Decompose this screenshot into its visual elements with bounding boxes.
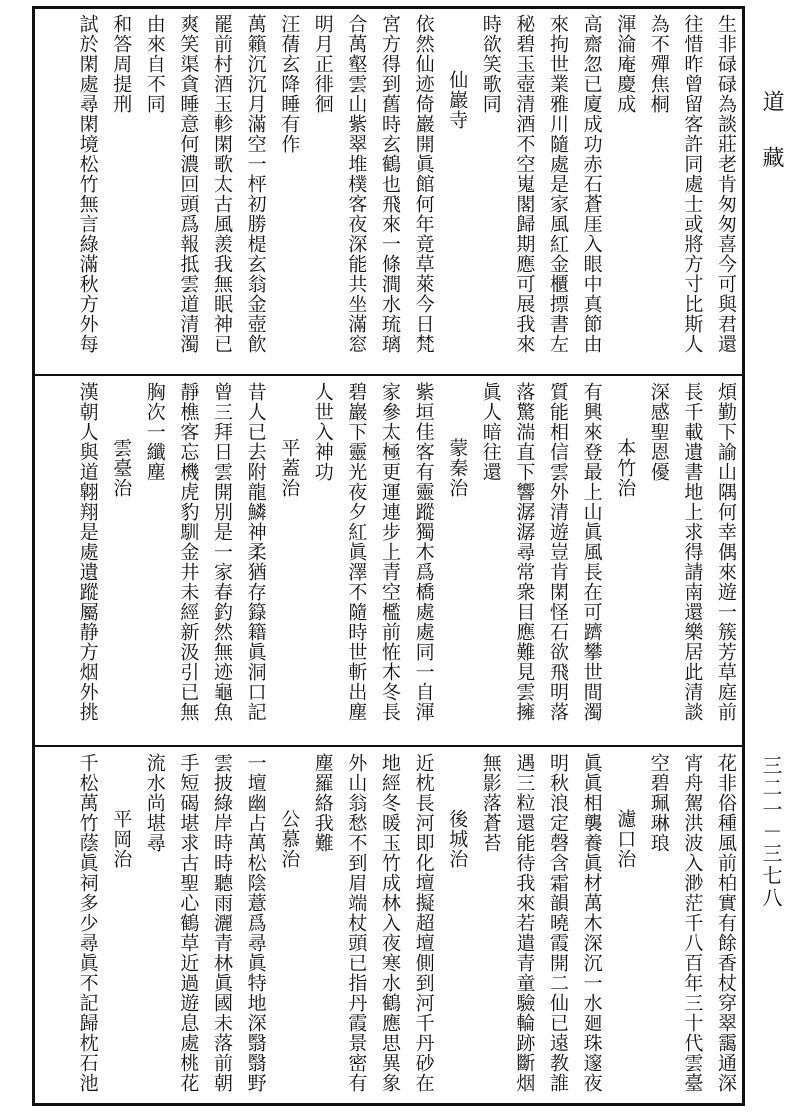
text-column: 汪蒨玄降睡有作: [278, 14, 301, 154]
text-column: 紫垣佳客有靈蹤獨木爲橋處處同一自渾: [412, 382, 435, 722]
text-column: 流水尚堪尋: [143, 753, 166, 853]
text-column: 依然仙迹倚巖開眞館何年竟草萊今日梵: [412, 14, 435, 354]
text-column: 明月正徘徊: [311, 14, 334, 114]
text-column: 昔人已去附龍鱗神柔猶存籙籍眞洞口記: [244, 382, 267, 722]
text-column: 質能相信雲外清遊豈肯閑怪石欲飛明落: [547, 382, 569, 722]
text-column: 有興來登最上山眞風長在可躋攀世間濁: [580, 382, 603, 722]
page-number: 三二一－三七八: [759, 755, 783, 909]
text-column: 靜樵客忘機虎豹馴金井未經新汲引已無: [177, 382, 200, 722]
text-column: 無影落蒼苔: [479, 753, 502, 853]
text-column: 空碧珮琳琅: [647, 753, 670, 853]
text-column: 渾淪庵慶成: [614, 14, 637, 114]
text-column: 和答周提刑: [110, 14, 133, 114]
text-column: 長千載遺書地上求得請南還樂居此清談: [681, 382, 704, 722]
text-column: 公慕治: [278, 809, 301, 869]
text-column: 深感聖恩優: [647, 382, 670, 482]
text-column: 碧巖下靈光夜夕紅眞澤不隨時世斬出塵: [345, 382, 368, 722]
text-column: 後城治: [446, 809, 469, 869]
text-column: 平岡治: [110, 809, 133, 869]
text-column: 由來自不同: [143, 14, 166, 114]
collection-title: 道 藏: [759, 90, 784, 174]
text-column: 落驚湍直下響潺潺尋常衆目應難見雲擁: [513, 382, 536, 722]
text-column: 仙巖寺: [446, 70, 469, 130]
text-column: 千松萬竹蔭眞祠多少尋眞不記歸枕石池: [76, 753, 99, 1093]
text-column: 胸次一纖塵: [143, 382, 166, 482]
text-column: 明秋浪定磬含霜韻曉霞開二仙已遠教誰: [547, 753, 569, 1093]
text-column: 宮方得到舊時玄鶴也飛來一條澗水琉璃: [379, 14, 401, 354]
text-column: 眞人暗往還: [479, 382, 502, 482]
text-column: 手短碣堪求古聖心鶴草近過遊息處桃花: [177, 753, 200, 1093]
text-column: 爽笑渠貪睡意何濃回頭爲報抵雲道清濁: [177, 14, 200, 354]
text-column: 時欲笑歌同: [479, 14, 502, 114]
register-divider-top: [32, 374, 745, 376]
text-column: 秘碧玉壺清酒不空嵬閣歸期應可展我來: [513, 14, 536, 354]
text-column: 雲臺治: [110, 438, 133, 498]
text-column: 雲披綠岸時時聽雨灑青林眞國未落前朝: [211, 753, 233, 1093]
text-column: 煩勤下諭山隅何幸偶來遊一簇芳草庭前: [715, 382, 737, 722]
text-column: 平蓋治: [278, 438, 301, 498]
text-column: 生非碌碌為談莊老肯匆匆喜今可與君還: [715, 14, 737, 354]
text-column: 外山翁愁不到眉端杖頭已指丹霞景密有: [345, 753, 368, 1093]
text-column: 花非俗種風前柏實有餘香杖穿翠靄通深: [715, 753, 737, 1093]
text-column: 曾三拜日雲開別是一家春釣然無迹龜魚: [211, 382, 233, 722]
text-column: 為不殫焦桐: [647, 14, 670, 114]
text-column: 來拘世業雅川隨處是家風紅金櫃摽書左: [547, 14, 569, 354]
text-column: 蒙秦治: [446, 438, 469, 498]
text-column: 近枕長河即化壇擬超壇側到河千丹砂在: [412, 753, 435, 1093]
text-column: 罷前村酒玉軫閑歌太古風羨我無眠神已: [211, 14, 233, 354]
text-column: 人世入神功: [311, 382, 334, 482]
text-column: 漢朝人與道翺翔是處遺蹤屬静方烟外挑: [76, 382, 99, 722]
text-column: 高齋忽已廈成功赤石蒼厓入眼中真節由: [580, 14, 603, 354]
text-column: 遇三粒還能待我來若遣青童驗輪跡斷烟: [513, 753, 536, 1093]
register-divider-bottom: [32, 745, 745, 747]
text-column: 一壇幽占萬松陰薏爲尋眞特地深翳翳野: [244, 753, 267, 1093]
text-column: 往惜昨曾留客許同處士或將方寸比斯人: [681, 14, 704, 354]
text-column: 萬籟沉沉月滿空一枰初勝㮛玄翁金壺飮: [244, 14, 267, 354]
text-column: 合萬壑雲山紫翠堆樸客夜深能共坐滿窓: [345, 14, 368, 354]
text-column: 家參太極更運連步上青空檻前恠木冬長: [379, 382, 401, 722]
text-column: 濾口治: [614, 809, 637, 869]
text-column: 試於閑處尋閑境松竹無言綠滿秋方外每: [76, 14, 99, 354]
text-column: 宵舟駕洪波入渺茫千八百年三十代雲臺: [681, 753, 704, 1093]
text-column: 地經冬暖玉竹成林入夜寒水鶴應思異象: [379, 753, 401, 1093]
text-column: 塵羅絡我難: [311, 753, 334, 853]
text-column: 本竹治: [614, 438, 637, 498]
text-column: 眞眞相襲養眞材萬木深沉一水廻珠邃夜: [580, 753, 603, 1093]
